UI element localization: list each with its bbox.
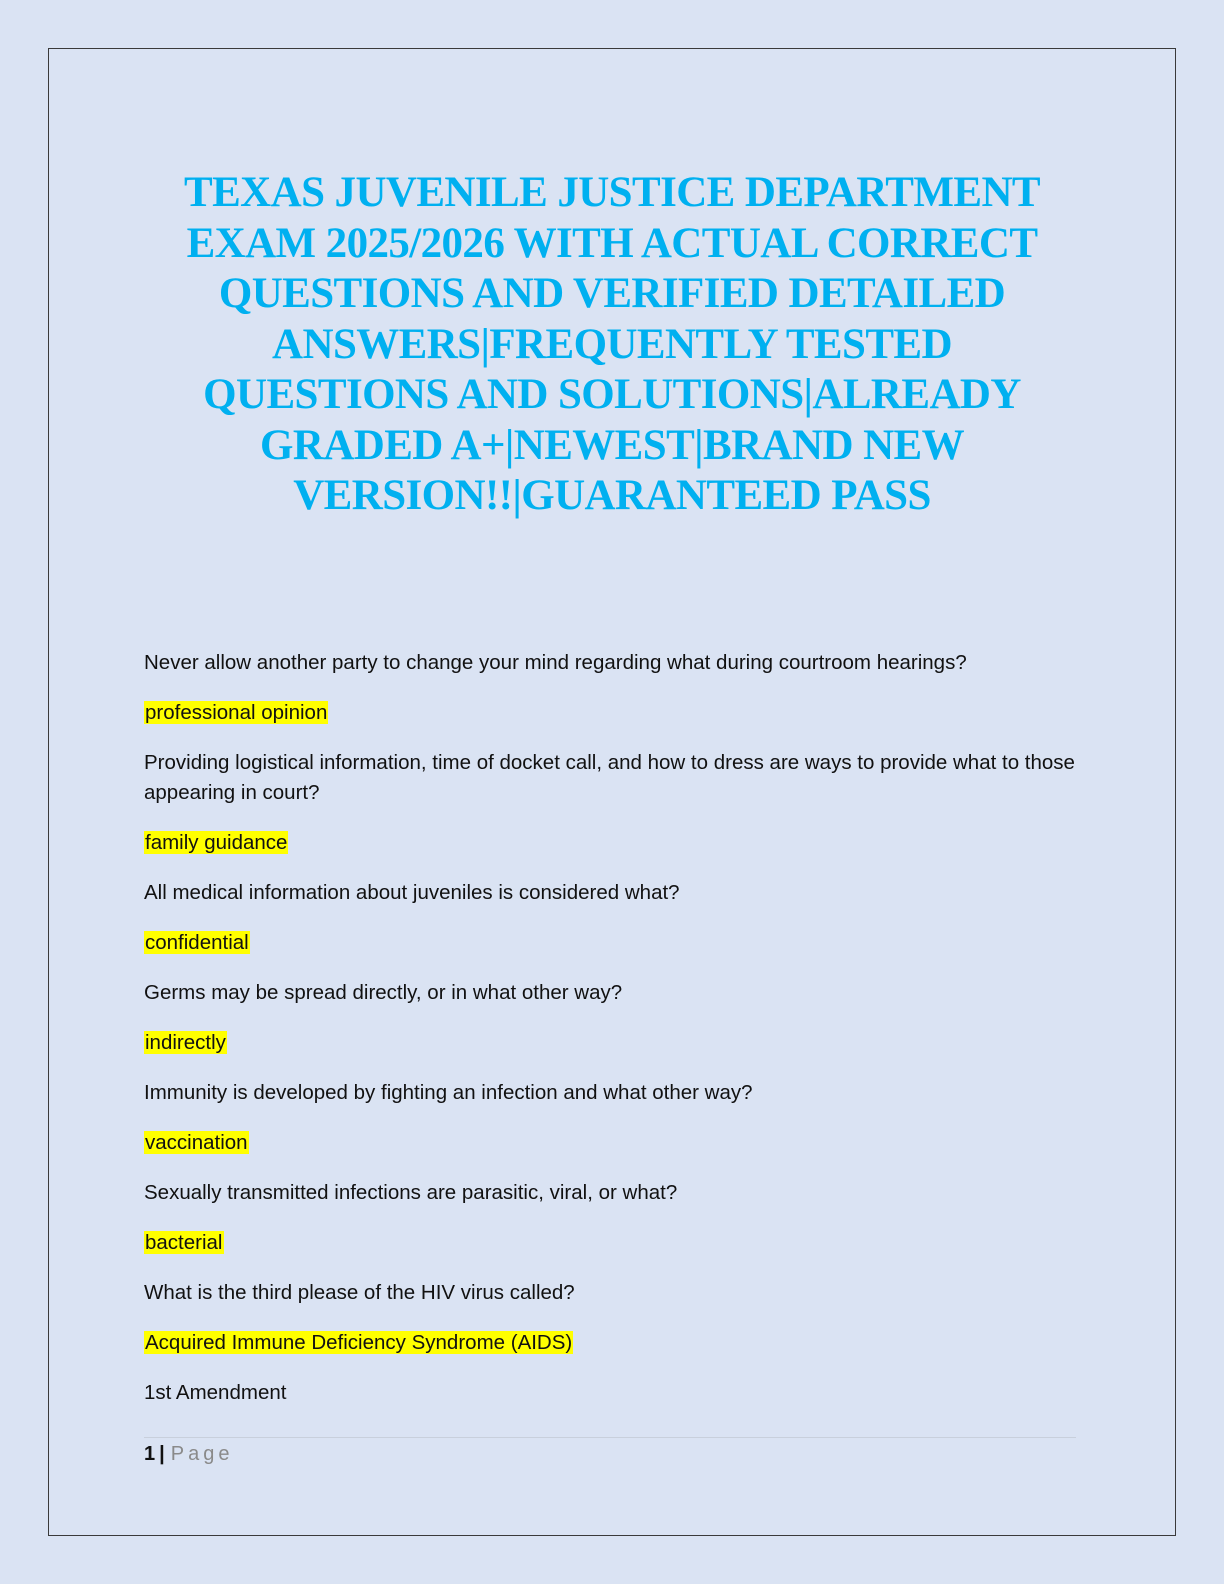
question-2: Providing logistical information, time of docket call, and how to dress are ways to provide what to those appearing in court? [144,751,1075,804]
footer-divider [144,1437,1076,1438]
answer-7 [144,1328,1084,1358]
answer-highlight: vaccination [145,1131,248,1154]
answer-1 [144,698,1084,728]
answer-3 [144,928,1084,958]
question-3: All medical information about juveniles is considered what? [144,881,680,904]
answer-2 [144,828,1084,858]
document-title: TEXAS JUVENILE JUSTICE DEPARTMENT EXAM 2025/2026 WITH ACTUAL CORRECT QUESTIONS AND VERIFIED DETAILED ANSWERS|FREQUENTLY TESTED QUESTIONS AND SOLUTIONS|ALREADY GRADED A+|NEWEST|BRAND NEW VERSION!!|GUARANTEED PASS [184,169,1040,519]
answer-5 [144,1128,1084,1158]
answer-highlight: bacterial [145,1231,223,1254]
answer-highlight: confidential [145,931,249,954]
question-1: Never allow another party to change your mind regarding what during courtroom hearings? [144,651,967,674]
qa-list [144,648,1084,1428]
question-4: Germs may be spread directly, or in what other way? [144,981,623,1004]
answer-highlight: family guidance [145,831,288,854]
answer-4 [144,1028,1084,1058]
question-5: Immunity is developed by fighting an infection and what other way? [144,1081,753,1104]
answer-highlight: Acquired Immune Deficiency Syndrome (AIDS) [145,1331,573,1354]
page-number: 1 [144,1443,156,1465]
question-6: Sexually transmitted infections are parasitic, viral, or what? [144,1181,678,1204]
footer-separator: | [159,1443,165,1465]
answer-6 [144,1228,1084,1258]
question-8: 1st Amendment [144,1381,287,1404]
page-footer [144,1441,233,1467]
page-label: Page [170,1443,234,1465]
answer-highlight: professional opinion [145,701,328,724]
answer-highlight: indirectly [145,1031,226,1054]
question-7: What is the third please of the HIV virus called? [144,1281,575,1304]
